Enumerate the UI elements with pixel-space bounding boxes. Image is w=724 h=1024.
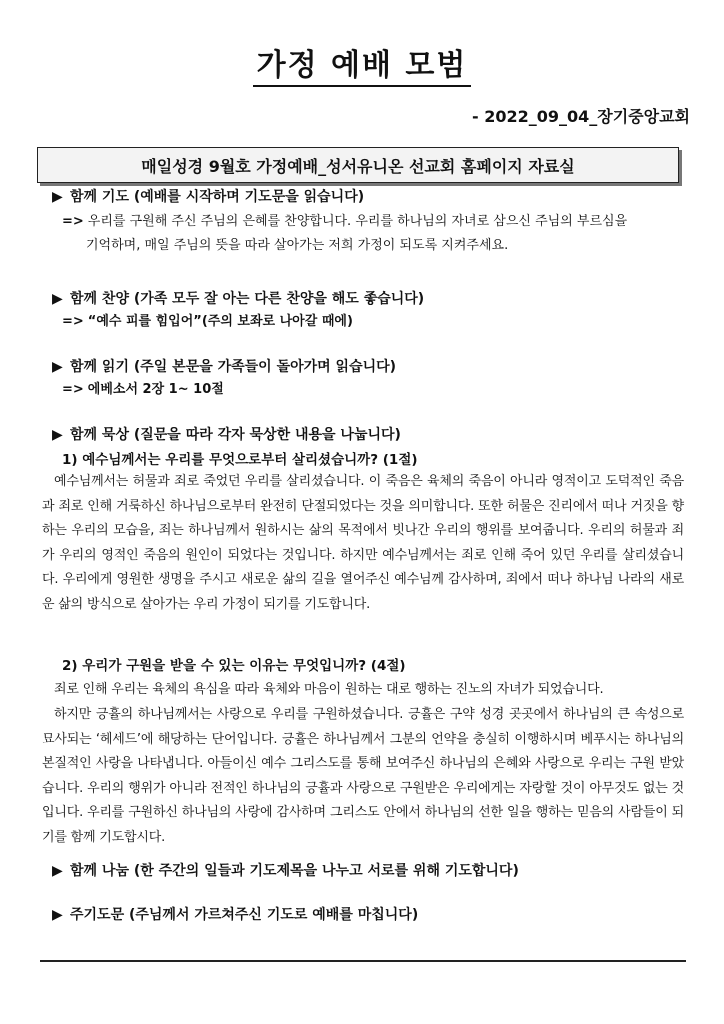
section-heading <box>52 186 692 208</box>
reading-passage: 에베소서 2장 1~ 10절 <box>87 382 224 397</box>
section-heading <box>52 424 692 446</box>
section-heading <box>52 904 692 926</box>
arrow-icon: => <box>62 382 84 397</box>
play-triangle-icon: ▶ <box>52 907 63 923</box>
question-2-block <box>52 654 692 678</box>
section-meditation <box>52 424 692 472</box>
section-heading <box>52 356 692 378</box>
section-reading <box>52 356 692 402</box>
prayer-heading: 함께 기도 (예배를 시작하며 기도문을 읽습니다) <box>70 189 365 205</box>
lords-prayer-heading: 주기도문 (주님께서 가르쳐주신 기도로 예배를 마칩니다) <box>70 907 419 923</box>
prayer-line-1: 우리를 구원해 주신 주님의 은혜를 찬양합니다. 우리를 하나님의 자녀로 삼으신 주님의 부르심을 <box>87 214 628 229</box>
section-lords-prayer <box>52 904 692 926</box>
meditation-heading: 함께 묵상 (질문을 따라 각자 묵상한 내용을 나눕니다) <box>70 427 401 443</box>
section-heading <box>52 288 692 310</box>
play-triangle-icon: ▶ <box>52 359 63 375</box>
answer-2-paragraph-1: 죄로 인해 우리는 육체의 욕심을 따라 육체와 마음이 원하는 대로 행하는 진노의 자녀가 되었습니다. <box>54 682 604 697</box>
arrow-icon: => <box>62 214 84 229</box>
prayer-text-line-1 <box>52 210 692 234</box>
section-praise <box>52 288 692 334</box>
play-triangle-icon: ▶ <box>52 863 63 879</box>
sharing-heading: 함께 나눔 (한 주간의 일들과 기도제목을 나누고 서로를 위해 기도합니다) <box>70 863 519 879</box>
arrow-icon: => <box>62 314 84 329</box>
play-triangle-icon: ▶ <box>52 427 63 443</box>
page-title-text: 가정 예배 모범 <box>253 48 472 87</box>
question-1: 1) 예수님께서는 우리를 무엇으로부터 살리셨습니까? (1절) <box>62 452 418 468</box>
praise-answer <box>52 310 692 334</box>
page-title <box>0 40 724 84</box>
source-banner-text: 매일성경 9월호 가정예배_성서유니온 선교회 홈페이지 자료실 <box>141 156 575 176</box>
praise-song: “예수 피를 힘입어”(주의 보좌로 나아갈 때에) <box>87 314 353 329</box>
reading-heading: 함께 읽기 (주일 본문을 가족들이 돌아가며 읽습니다) <box>70 359 397 375</box>
section-prayer <box>52 186 692 258</box>
praise-heading: 함께 찬양 (가족 모두 잘 아는 다른 찬양을 해도 좋습니다) <box>70 291 425 307</box>
bottom-divider <box>40 960 686 962</box>
reading-answer <box>52 378 692 402</box>
answer-2-paragraph-2: 하지만 긍휼의 하나님께서는 사랑으로 우리를 구원하셨습니다. 긍휼은 구약 성경 곳곳에서 하나님의 큰 속성으로 묘사되는 ‘헤세드’에 해당하는 단어입니다. 긍휼은 하나님께서 그분의 언약을 충실히 이행하시며 베푸시는 하나님의 본질적인 사랑을 나타냅니다. 아들이신 예수 그리스도를 통해 보여주신 하나님의 은혜와 사랑으로 우리는 구원 받았습니다. 우리의 행위가 아니라 전적인 하나님의 긍휼과 사랑으로 구원받은 우리에게는 자랑할 것이 아무것도 없는 것입니다. 우리를 구원하신 하나님의 사랑에 감사하며 그리스도 안에서 하나님의 선한 일을 행하는 믿음의 사람들이 되기를 함께 기도합시다. <box>42 707 684 845</box>
prayer-line-2: 기억하며, 매일 주님의 뜻을 따라 살아가는 저희 가정이 되도록 지켜주세요. <box>86 238 509 253</box>
section-heading <box>52 860 692 882</box>
source-banner <box>37 147 679 183</box>
section-sharing <box>52 860 692 882</box>
dateline: - 2022_09_04_장기중앙교회 <box>471 107 690 126</box>
question-2: 2) 우리가 구원을 받을 수 있는 이유는 무엇입니까? (4절) <box>62 658 406 674</box>
play-triangle-icon: ▶ <box>52 291 63 307</box>
answer-1-paragraph: 예수님께서는 허물과 죄로 죽었던 우리를 살리셨습니다. 이 죽음은 육체의 죽음이 아니라 영적이고 도덕적인 죽음과 죄로 인해 거룩하신 하나님으로부터 완전히 단절되었다는 것을 의미합니다. 또한 허물은 진리에서 떠나 거짓을 향하는 우리의 모습을, 죄는 하나님께서 원하시는 삶의 목적에서 빗나간 우리의 행위를 보여줍니다. 우리의 허물과 죄가 우리의 영적인 죽음의 원인이 되었다는 것입니다. 하지만 예수님께서는 죄로 인해 죽어 있던 우리를 살리셨습니다. 우리에게 영원한 생명을 주시고 새로운 삶의 길을 열어주신 예수님께 감사하며, 죄에서 떠나 하나님 나라의 새로운 삶의 방식으로 살아가는 우리 가정이 되기를 기도합니다. <box>42 474 684 612</box>
play-triangle-icon: ▶ <box>52 189 63 205</box>
